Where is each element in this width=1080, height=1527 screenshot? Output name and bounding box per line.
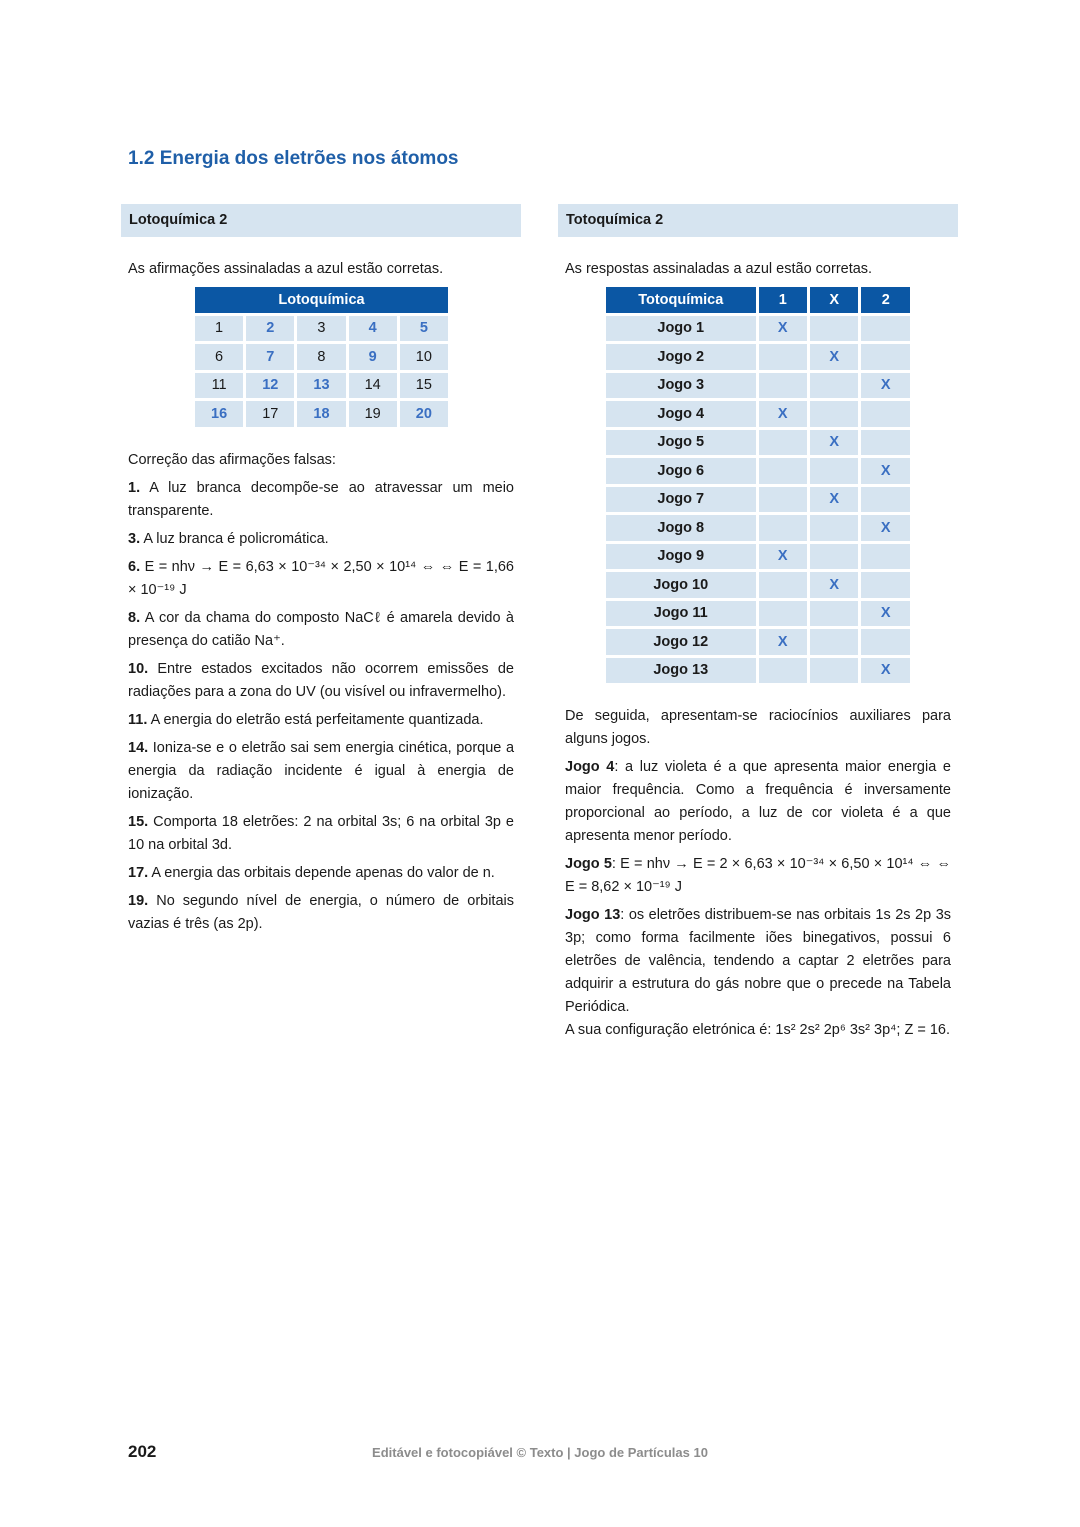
answer-cell-x	[810, 458, 858, 484]
answer-cell-x	[810, 373, 858, 399]
lotoquimica-header: Lotoquímica 2	[121, 204, 521, 237]
col-x-header: X	[810, 287, 858, 313]
lotoquimica-cell: 18	[297, 401, 345, 427]
lotoquimica-cell: 5	[400, 316, 448, 342]
answer-cell-1: X	[759, 401, 807, 427]
answer-cell-x	[810, 629, 858, 655]
correction-15: 15. Comporta 18 eletrões: 2 na orbital 3s; 6 na orbital 3p e 10 na orbital 3d.	[128, 814, 514, 853]
lotoquimica-table-header: Lotoquímica	[195, 287, 448, 313]
totoquimica-row	[606, 601, 910, 627]
lotoquimica-cell: 6	[195, 344, 243, 370]
jogo-label: Jogo 5	[606, 430, 756, 456]
answer-cell-1	[759, 344, 807, 370]
answer-cell-1	[759, 458, 807, 484]
lotoquimica-cell: 14	[349, 373, 397, 399]
correction-19: 19. No segundo nível de energia, o número de orbitais vazias é três (as 2p).	[128, 893, 514, 932]
answer-cell-1: X	[759, 544, 807, 570]
aux-intro: De seguida, apresentam-se raciocínios auxiliares para alguns jogos.	[565, 708, 951, 747]
answer-cell-x	[810, 544, 858, 570]
totoquimica-intro: As respostas assinaladas a azul estão corretas.	[565, 261, 873, 277]
lotoquimica-cell: 10	[400, 344, 448, 370]
jogo-label: Jogo 2	[606, 344, 756, 370]
section-title: 1.2 Energia dos eletrões nos átomos	[128, 148, 459, 169]
jogo-label: Jogo 4	[606, 401, 756, 427]
totoquimica-row	[606, 401, 910, 427]
lotoquimica-cell: 2	[246, 316, 294, 342]
totoquimica-row	[606, 316, 910, 342]
answer-cell-x	[810, 401, 858, 427]
answer-cell-x: X	[810, 430, 858, 456]
jogo-label: Jogo 7	[606, 487, 756, 513]
jogo-label: Jogo 11	[606, 601, 756, 627]
answer-cell-1	[759, 601, 807, 627]
lotoquimica-row	[195, 316, 448, 342]
totoquimica-row	[606, 658, 910, 684]
lotoquimica-row	[195, 344, 448, 370]
jogo-label: Jogo 12	[606, 629, 756, 655]
answer-cell-2	[861, 544, 910, 570]
jogo-label: Jogo 3	[606, 373, 756, 399]
answer-cell-1	[759, 515, 807, 541]
jogo-label: Jogo 1	[606, 316, 756, 342]
answer-cell-2: X	[861, 601, 910, 627]
answer-cell-1	[759, 572, 807, 598]
lotoquimica-cell: 16	[195, 401, 243, 427]
corrections-section	[128, 449, 514, 941]
lotoquimica-cell: 19	[349, 401, 397, 427]
answer-cell-1: X	[759, 316, 807, 342]
footer-text: Editável e fotocopiável © Texto | Jogo de Partículas 10	[372, 1445, 708, 1460]
totoquimica-header: Totoquímica 2	[558, 204, 958, 237]
answer-cell-2	[861, 629, 910, 655]
note-jogo-13: Jogo 13: os eletrões distribuem-se nas orbitais 1s 2s 2p 3s 3p; como forma facilmente iões binegativos, possui 6 eletrões de valência, tendendo a captar 2 eletrões para adquirir a estrutura do gás nobre que o precede na Tabela Periódica.	[565, 907, 952, 1015]
answer-cell-x: X	[810, 572, 858, 598]
totoquimica-table	[603, 284, 913, 686]
answer-cell-1: X	[759, 629, 807, 655]
totoquimica-row	[606, 458, 910, 484]
answer-cell-2	[861, 401, 910, 427]
lotoquimica-cell: 12	[246, 373, 294, 399]
page-number: 202	[128, 1442, 157, 1461]
lotoquimica-cell: 15	[400, 373, 448, 399]
answer-cell-x	[810, 316, 858, 342]
answer-cell-x: X	[810, 487, 858, 513]
lotoquimica-cell: 7	[246, 344, 294, 370]
answer-cell-2	[861, 316, 910, 342]
correction-1: 1. A luz branca decompõe-se ao atravessar um meio transparente.	[128, 480, 514, 519]
lotoquimica-row	[195, 401, 448, 427]
lotoquimica-cell: 8	[297, 344, 345, 370]
corrections-title: Correção das afirmações falsas:	[128, 452, 336, 468]
answer-cell-1	[759, 430, 807, 456]
lotoquimica-cell: 20	[400, 401, 448, 427]
answer-cell-1	[759, 658, 807, 684]
correction-14: 14. Ioniza-se e o eletrão sai sem energia cinética, porque a energia da radiação incidente é igual à energia de ionização.	[128, 740, 515, 802]
note-jogo-5: Jogo 5: E = nhν → E = 2 × 6,63 × 10⁻³⁴ × 6,50 × 10¹⁴ ⇔ ⇔ E = 8,62 × 10⁻¹⁹ J	[565, 856, 951, 895]
answer-cell-2: X	[861, 515, 910, 541]
col-1-header: 1	[759, 287, 807, 313]
correction-8: 8. A cor da chama do composto NaCℓ é amarela devido à presença do catião Na⁺.	[128, 610, 514, 649]
jogo-label: Jogo 13	[606, 658, 756, 684]
answer-cell-x	[810, 515, 858, 541]
totoquimica-row	[606, 544, 910, 570]
answer-cell-x	[810, 658, 858, 684]
totoquimica-row	[606, 515, 910, 541]
correction-17: 17. A energia das orbitais depende apenas do valor de n.	[128, 865, 495, 881]
correction-3: 3. A luz branca é policromática.	[128, 531, 329, 547]
jogo-label: Jogo 9	[606, 544, 756, 570]
jogo-label: Jogo 8	[606, 515, 756, 541]
col-2-header: 2	[861, 287, 910, 313]
lotoquimica-cell: 4	[349, 316, 397, 342]
answer-cell-2: X	[861, 458, 910, 484]
correction-10: 10. Entre estados excitados não ocorrem emissões de radiações para a zona do UV (ou visível ou infravermelho).	[128, 661, 514, 700]
note-jogo-4: Jogo 4: a luz violeta é a que apresenta maior energia e maior frequência. Como a frequência é inversamente proporcional ao período, a luz de cor violeta é a que apresenta menor período.	[565, 759, 951, 844]
lotoquimica-cell: 1	[195, 316, 243, 342]
answer-cell-2	[861, 572, 910, 598]
totoquimica-row	[606, 373, 910, 399]
aux-section	[565, 705, 951, 1047]
correction-11: 11. A energia do eletrão está perfeitamente quantizada.	[128, 712, 484, 728]
totoquimica-row	[606, 629, 910, 655]
electron-config: A sua configuração eletrónica é: 1s² 2s² 2p⁶ 3s² 3p⁴; Z = 16.	[565, 1022, 950, 1038]
answer-cell-2	[861, 344, 910, 370]
answer-cell-2	[861, 487, 910, 513]
totoquimica-row	[606, 430, 910, 456]
correction-6: 6. E = nhν → E = 6,63 × 10⁻³⁴ × 2,50 × 10¹⁴ ⇔ ⇔ E = 1,66 × 10⁻¹⁹ J	[128, 559, 514, 598]
answer-cell-x: X	[810, 344, 858, 370]
answer-cell-2: X	[861, 658, 910, 684]
lotoquimica-cell: 11	[195, 373, 243, 399]
totoquimica-col-header: Totoquímica	[606, 287, 756, 313]
answer-cell-x	[810, 601, 858, 627]
answer-cell-1	[759, 373, 807, 399]
jogo-label: Jogo 10	[606, 572, 756, 598]
totoquimica-row	[606, 344, 910, 370]
lotoquimica-intro: As afirmações assinaladas a azul estão corretas.	[128, 261, 444, 277]
lotoquimica-cell: 3	[297, 316, 345, 342]
lotoquimica-table	[192, 284, 451, 430]
lotoquimica-cell: 17	[246, 401, 294, 427]
lotoquimica-row	[195, 373, 448, 399]
answer-cell-1	[759, 487, 807, 513]
answer-cell-2: X	[861, 373, 910, 399]
lotoquimica-cell: 9	[349, 344, 397, 370]
answer-cell-2	[861, 430, 910, 456]
totoquimica-row	[606, 572, 910, 598]
jogo-label: Jogo 6	[606, 458, 756, 484]
totoquimica-row	[606, 487, 910, 513]
lotoquimica-cell: 13	[297, 373, 345, 399]
